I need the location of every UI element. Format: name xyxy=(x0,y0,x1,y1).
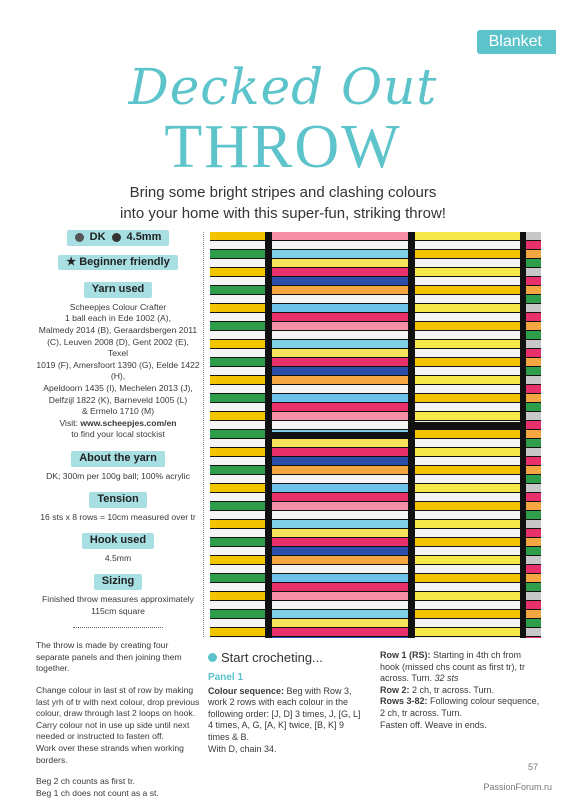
stripe xyxy=(415,574,520,582)
yarn-line: (C), Leuven 2008 (D), Gent 2002 (E), Texel xyxy=(47,336,189,359)
stripe xyxy=(210,349,265,357)
stripe xyxy=(526,439,541,447)
stripe xyxy=(210,385,265,393)
stripe xyxy=(526,304,541,312)
row-2 xyxy=(380,685,542,697)
stripe xyxy=(272,565,408,573)
stripe xyxy=(210,466,265,474)
divider xyxy=(73,627,163,628)
stripe xyxy=(415,376,520,384)
row-1 xyxy=(380,650,542,685)
stripe xyxy=(272,322,408,330)
stripe xyxy=(210,295,265,303)
page-number: 57 xyxy=(527,762,538,772)
stripe xyxy=(415,583,520,591)
stripe xyxy=(526,493,541,501)
row-instructions xyxy=(380,650,542,731)
note-paragraph: Beg 1 ch does not count as a st. xyxy=(36,787,159,798)
stripe xyxy=(272,439,408,447)
stripe xyxy=(526,277,541,285)
stripe xyxy=(272,349,408,357)
stripe xyxy=(272,619,408,627)
stripe xyxy=(415,295,520,303)
stripe xyxy=(415,322,520,330)
stripe xyxy=(415,367,520,375)
weight-label: DK xyxy=(89,231,106,243)
stripe xyxy=(272,547,408,555)
stripe xyxy=(415,313,520,321)
stripe xyxy=(415,538,520,546)
stripe xyxy=(210,565,265,573)
stripe xyxy=(415,241,520,249)
stripe xyxy=(210,241,265,249)
stripe xyxy=(415,610,520,618)
stripe xyxy=(210,610,265,618)
stripe xyxy=(415,556,520,564)
stripe xyxy=(210,232,265,240)
stripe xyxy=(526,448,541,456)
seam xyxy=(408,232,415,638)
stripe xyxy=(415,547,520,555)
stripe xyxy=(415,304,520,312)
stripe xyxy=(210,619,265,627)
stripe xyxy=(272,466,408,474)
stripe xyxy=(526,637,541,638)
visit-line xyxy=(36,418,200,430)
stripe xyxy=(415,286,520,294)
row-1-count: 32 sts xyxy=(434,673,459,684)
stripe xyxy=(526,484,541,492)
stripe xyxy=(415,277,520,285)
level-label: Beginner friendly xyxy=(79,255,170,268)
stripe xyxy=(272,484,408,492)
stripe xyxy=(526,241,541,249)
stripe xyxy=(210,574,265,582)
note-paragraph: Beg 2 ch counts as first tr. xyxy=(36,776,135,787)
stripe xyxy=(210,250,265,258)
stripe xyxy=(272,313,408,321)
sizing-line: 115cm square xyxy=(91,605,145,616)
yarn-used-heading: Yarn used xyxy=(84,282,153,298)
hook-used-text: 4.5mm xyxy=(104,552,132,563)
stripe xyxy=(415,601,520,609)
stripe xyxy=(526,349,541,357)
stripe xyxy=(210,628,265,636)
stripe xyxy=(526,628,541,636)
sizing-line: Finished throw measures approximately xyxy=(42,594,194,605)
stripe xyxy=(272,592,408,600)
stripe xyxy=(210,493,265,501)
stripe xyxy=(210,547,265,555)
stripe xyxy=(272,538,408,546)
stripe xyxy=(272,457,408,465)
note-paragraph: The throw is made by creating four separate panels and then joining them together. xyxy=(36,640,182,674)
seam xyxy=(415,422,520,429)
throw-photo xyxy=(210,232,541,638)
stripe xyxy=(272,304,408,312)
title-line-2: THROW xyxy=(164,113,402,181)
seam xyxy=(272,432,408,439)
stripe xyxy=(415,475,520,483)
stripe xyxy=(272,421,408,429)
stripe xyxy=(210,583,265,591)
stripe xyxy=(272,358,408,366)
stripe xyxy=(210,430,265,438)
stripe xyxy=(272,286,408,294)
stripe xyxy=(272,367,408,375)
stripe xyxy=(526,538,541,546)
stripe xyxy=(415,268,520,276)
level-badge xyxy=(58,255,177,271)
stripe xyxy=(526,340,541,348)
rows-3-82-label: Rows 3-82: xyxy=(380,696,428,707)
stripe xyxy=(210,403,265,411)
stripe xyxy=(272,403,408,411)
stripe xyxy=(526,511,541,519)
stripe xyxy=(415,493,520,501)
stripe xyxy=(526,268,541,276)
stripe xyxy=(272,502,408,510)
stripe xyxy=(415,430,520,438)
stripe xyxy=(272,574,408,582)
stripe xyxy=(210,448,265,456)
hook-used-heading: Hook used xyxy=(82,533,154,549)
stripe xyxy=(526,601,541,609)
stripe xyxy=(415,403,520,411)
bullet-icon xyxy=(208,653,217,662)
stripe xyxy=(272,475,408,483)
stripe xyxy=(415,565,520,573)
chain-instruction: With D, chain 34. xyxy=(208,743,277,754)
stripe xyxy=(210,421,265,429)
stripe xyxy=(210,556,265,564)
stripe xyxy=(272,295,408,303)
yarn-line: 1019 (F), Amersfoort 1390 (G), Eelde 1422 (H), xyxy=(36,359,200,382)
stripe xyxy=(272,259,408,267)
left-column xyxy=(36,230,200,799)
stripe xyxy=(210,322,265,330)
row-1-text: Starting in 4th ch from hook (missed chs count as first tr), tr across. Turn. xyxy=(380,650,526,684)
subtitle-line-2: into your home with this super-fun, striking throw! xyxy=(120,205,446,222)
start-heading-text: Start crocheting... xyxy=(221,650,323,665)
yarn-line: & Ermelo 1710 (M) xyxy=(81,406,155,417)
stripe xyxy=(272,331,408,339)
stripe xyxy=(526,547,541,555)
stripe xyxy=(526,592,541,600)
row-1-label: Row 1 (RS): xyxy=(380,650,431,660)
stripe xyxy=(526,556,541,564)
column-divider xyxy=(203,232,204,637)
stripe xyxy=(526,403,541,411)
rows-3-82-text: Following colour sequence, 2 ch, tr across. Turn. xyxy=(380,696,540,718)
stripe xyxy=(210,331,265,339)
stripe xyxy=(272,241,408,249)
yarn-line: Malmedy 2014 (B), Geraardsbergen 2011 xyxy=(38,324,198,335)
stripe xyxy=(210,484,265,492)
stripe xyxy=(415,340,520,348)
stripe xyxy=(526,421,541,429)
stripe xyxy=(415,484,520,492)
stripe xyxy=(415,628,520,636)
stripe xyxy=(272,511,408,519)
sizing-text xyxy=(36,594,200,617)
stripe xyxy=(526,286,541,294)
stripe xyxy=(415,331,520,339)
stripe xyxy=(526,385,541,393)
stripe xyxy=(272,529,408,537)
stripe xyxy=(272,610,408,618)
stripe xyxy=(526,394,541,402)
stripe xyxy=(415,250,520,258)
stripe xyxy=(210,277,265,285)
stripe xyxy=(526,412,541,420)
panel-heading: Panel 1 xyxy=(208,672,244,683)
stripe xyxy=(210,538,265,546)
stripe xyxy=(526,475,541,483)
stripe xyxy=(415,619,520,627)
stripe xyxy=(210,511,265,519)
stripe xyxy=(526,358,541,366)
stripe xyxy=(526,565,541,573)
stripe xyxy=(526,502,541,510)
stripe xyxy=(272,232,408,240)
stripe xyxy=(210,529,265,537)
stripe xyxy=(415,448,520,456)
stripe xyxy=(210,412,265,420)
stripe xyxy=(272,394,408,402)
stripe xyxy=(415,412,520,420)
watermark: PassionForum.ru xyxy=(483,782,552,792)
weight-hook-badge xyxy=(67,230,170,246)
stripe xyxy=(272,277,408,285)
stripe xyxy=(210,340,265,348)
stripe xyxy=(526,574,541,582)
stripe xyxy=(526,583,541,591)
stripe xyxy=(210,304,265,312)
stripe xyxy=(415,466,520,474)
subtitle-line-1: Bring some bright stripes and clashing colours xyxy=(129,184,437,201)
stripe xyxy=(272,376,408,384)
stripe xyxy=(210,502,265,510)
hook-icon xyxy=(112,233,121,242)
stripe xyxy=(415,637,520,638)
stripe xyxy=(272,385,408,393)
stripe xyxy=(210,358,265,366)
note-paragraph: Work over these strands when working borders. xyxy=(36,743,184,765)
stripe xyxy=(210,268,265,276)
stripe xyxy=(415,385,520,393)
stripe xyxy=(210,367,265,375)
stripe xyxy=(415,232,520,240)
stripe xyxy=(272,268,408,276)
stripe xyxy=(526,250,541,258)
fasten-off: Fasten off. Weave in ends. xyxy=(380,719,487,730)
stripe xyxy=(526,331,541,339)
stripe xyxy=(415,259,520,267)
stripe xyxy=(415,529,520,537)
stripe xyxy=(210,601,265,609)
about-heading: About the yarn xyxy=(71,451,165,467)
stripe xyxy=(272,520,408,528)
stripe xyxy=(526,313,541,321)
seam xyxy=(265,232,272,638)
stripe xyxy=(526,466,541,474)
stripe xyxy=(272,601,408,609)
subtitle xyxy=(60,182,506,224)
stripe xyxy=(526,232,541,240)
throw-photo-illustration xyxy=(210,232,541,638)
hook-label: 4.5mm xyxy=(126,231,162,243)
yarn-line: 1 ball each in Ede 1002 (A), xyxy=(64,313,172,324)
visit-prefix: Visit: xyxy=(59,417,81,428)
seam xyxy=(520,232,526,638)
stripe xyxy=(272,556,408,564)
stripe xyxy=(526,457,541,465)
stripe xyxy=(210,637,265,638)
stripe xyxy=(210,313,265,321)
stripe xyxy=(272,412,408,420)
stripe xyxy=(210,520,265,528)
stripe xyxy=(415,511,520,519)
stripe xyxy=(526,367,541,375)
stripe xyxy=(210,394,265,402)
stripe xyxy=(210,439,265,447)
stripe xyxy=(210,286,265,294)
yarn-used-text xyxy=(36,302,200,441)
title-line-1: Decked Out xyxy=(128,58,438,116)
colour-sequence-text: Beg with Row 3, work 2 rows with each colour in the following order: [J, D] 3 times, J, [G, L] 4 times, A, G, [A, K] twice, [B, K] 9 times & B. xyxy=(208,685,361,742)
rows-3-82 xyxy=(380,696,542,719)
stripe xyxy=(210,592,265,600)
stripe xyxy=(526,259,541,267)
stripe xyxy=(272,628,408,636)
section-tag: Blanket xyxy=(477,30,556,54)
stripe xyxy=(272,340,408,348)
stripe xyxy=(526,295,541,303)
stripe xyxy=(210,457,265,465)
visit-suffix: to find your local stockist xyxy=(71,429,165,440)
stripe xyxy=(415,520,520,528)
stripe xyxy=(526,610,541,618)
yarn-ball-icon xyxy=(75,233,84,242)
stripe xyxy=(526,520,541,528)
about-text: DK; 300m per 100g ball; 100% acrylic xyxy=(46,470,190,481)
star-icon: ★ xyxy=(66,255,77,268)
stripe xyxy=(415,502,520,510)
stripe xyxy=(272,583,408,591)
stripe xyxy=(526,619,541,627)
stripe xyxy=(526,529,541,537)
visit-link[interactable]: www.scheepjes.com/en xyxy=(80,417,177,428)
row-2-text: 2 ch, tr across. Turn. xyxy=(412,684,495,695)
stripe xyxy=(272,448,408,456)
panel-instructions xyxy=(208,672,368,755)
stripe xyxy=(415,592,520,600)
stripe xyxy=(272,250,408,258)
stripe xyxy=(415,457,520,465)
stripe xyxy=(210,259,265,267)
stripe xyxy=(415,358,520,366)
yarn-line: Delfzijl 1822 (K), Barneveld 1005 (L) xyxy=(48,394,188,405)
colour-sequence xyxy=(208,686,368,744)
stripe xyxy=(272,637,408,638)
tension-text: 16 sts x 8 rows = 10cm measured over tr xyxy=(40,511,196,522)
stripe xyxy=(415,394,520,402)
stripe xyxy=(210,475,265,483)
stripe xyxy=(272,493,408,501)
stripe xyxy=(415,439,520,447)
colour-sequence-label: Colour sequence: xyxy=(208,685,285,696)
stripe xyxy=(415,349,520,357)
stripe xyxy=(526,322,541,330)
stripe xyxy=(526,430,541,438)
yarn-line: Scheepjes Colour Crafter xyxy=(69,301,167,312)
stripe xyxy=(526,376,541,384)
tension-heading: Tension xyxy=(89,492,146,508)
note-paragraph: Change colour in last st of row by making last yrh of tr with next colour, drop previous colour, draw through last 2 loops on hook. Carry colour not in use up side until next needed or instructed to fasten off. xyxy=(36,685,200,742)
start-heading xyxy=(208,650,323,665)
row-2-label: Row 2: xyxy=(380,684,410,695)
sizing-heading: Sizing xyxy=(94,574,142,590)
stripe xyxy=(210,376,265,384)
yarn-line: Apeldoorn 1435 (I), Mechelen 2013 (J), xyxy=(43,382,193,393)
